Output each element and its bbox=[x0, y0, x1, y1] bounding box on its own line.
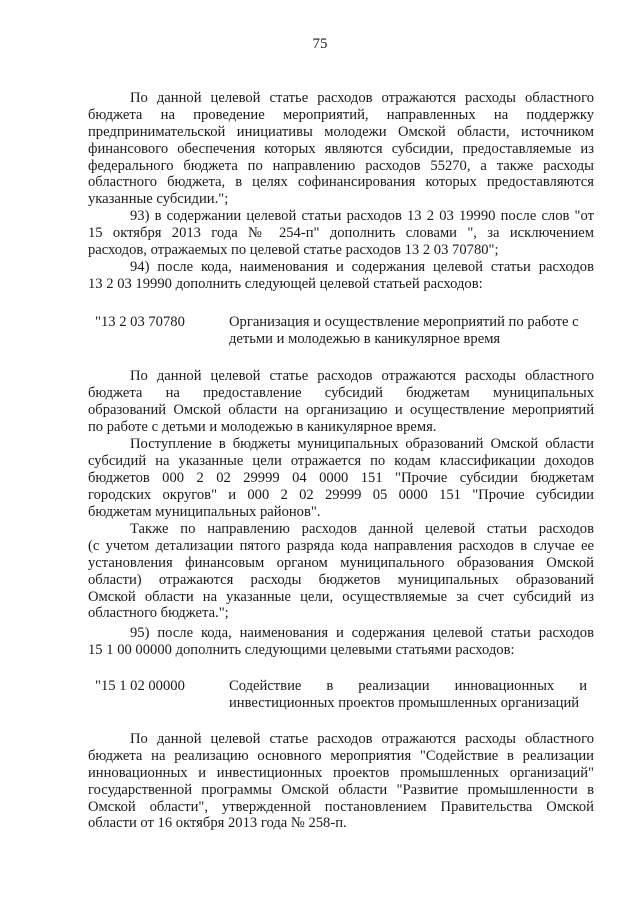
budget-code-description bbox=[229, 678, 595, 712]
text-line: Омской области на указанные цели, осуществляемые за счет субсидий из bbox=[88, 588, 594, 605]
text-line: По данной целевой статье расходов отражаются расходы областного bbox=[130, 90, 594, 106]
text-line: областного бюджета."; bbox=[88, 605, 229, 622]
budget-code: "13 2 03 70780 bbox=[95, 314, 185, 330]
text-line: бюджетов 000 2 02 29999 04 0000 151 "Прочие субсидии бюджетам bbox=[88, 469, 594, 486]
text-line: области от 16 октября 2013 года № 258-п. bbox=[88, 815, 347, 832]
paragraph-item-95 bbox=[88, 625, 594, 659]
text-line: 93) в содержании целевой статьи расходов 13 2 03 19990 после слов "от bbox=[130, 208, 594, 224]
text-line: федерального бюджета по направлению расходов 55270, а также расходы bbox=[88, 157, 594, 174]
text-line: Также по направлению расходов данной целевой статьи расходов bbox=[130, 521, 594, 537]
text-line: образований Омской области на организацию и осуществление мероприятий bbox=[88, 401, 594, 418]
text-line: финансового обеспечения которых являются субсидии, предоставляемые из bbox=[88, 140, 594, 157]
text-line: субсидий на указанные цели отражается по кодам классификации доходов bbox=[88, 452, 594, 469]
budget-code-entry bbox=[95, 314, 595, 350]
text-line: предпринимательской инициативы молодежи Омской области, источником bbox=[88, 123, 594, 140]
text-line: 95) после кода, наименования и содержания целевой статьи расходов bbox=[130, 625, 594, 641]
text-line: установления финансовым органом муниципального образования Омской bbox=[88, 554, 594, 571]
text-line: По данной целевой статье расходов отражаются расходы областного bbox=[130, 368, 594, 384]
budget-code-description bbox=[229, 314, 595, 348]
paragraph-municipal-expenses bbox=[88, 521, 594, 622]
text-line: по работе с детьми и молодежью в каникулярное время. bbox=[88, 418, 437, 435]
paragraph-income-codes bbox=[88, 436, 594, 520]
text-line: бюджета на проведение мероприятий, направленных на поддержку bbox=[88, 106, 594, 123]
text-line: бюджета на реализацию основного мероприятия "Содействие в реализации bbox=[88, 747, 594, 764]
text-line: Омской области", утвержденной постановлением Правительства Омской bbox=[88, 798, 594, 815]
text-line: бюджета на предоставление субсидий бюджетам муниципальных bbox=[88, 384, 594, 401]
budget-code-entry bbox=[95, 678, 595, 714]
text-line: области) отражаются расходы бюджетов муниципальных образований bbox=[88, 571, 594, 588]
budget-code: "15 1 02 00000 bbox=[95, 678, 185, 694]
text-line: детьми и молодежью в каникулярное время bbox=[229, 330, 501, 347]
text-line: Организация и осуществление мероприятий по работе с bbox=[229, 314, 579, 330]
text-line: 15 октября 2013 года № 254-п" дополнить словами ", за исключением bbox=[88, 224, 594, 241]
text-line: Поступление в бюджеты муниципальных образований Омской области bbox=[130, 436, 594, 452]
text-line: указанные субсидии."; bbox=[88, 191, 229, 208]
text-line: (с учетом детализации пятого разряда кода направления расходов в случае ее bbox=[88, 537, 594, 554]
paragraph-subsidies bbox=[88, 368, 594, 436]
text-line: По данной целевой статье расходов отражаются расходы областного bbox=[130, 731, 594, 747]
text-line: инвестиционных проектов промышленных организаций bbox=[229, 694, 580, 711]
paragraph-youth-entrepreneurship bbox=[88, 90, 594, 208]
page-number: 75 bbox=[312, 36, 328, 52]
text-line: 94) после кода, наименования и содержания целевой статьи расходов bbox=[130, 259, 594, 275]
text-line: городских округов" и 000 2 02 29999 05 0000 151 "Прочие субсидии bbox=[88, 486, 594, 503]
text-line: инновационных и инвестиционных проектов промышленных организаций" bbox=[88, 764, 594, 781]
paragraph-industrial-projects bbox=[88, 731, 594, 832]
text-line: расходов, отражаемых по целевой статье расходов 13 2 03 70780"; bbox=[88, 241, 499, 258]
text-line: 13 2 03 19990 дополнить следующей целевой статьей расходов: bbox=[88, 275, 483, 292]
text-line: 15 1 00 00000 дополнить следующими целевыми статьями расходов: bbox=[88, 641, 515, 658]
paragraph-item-93 bbox=[88, 208, 594, 259]
text-line: Содействие в реализации инновационных и bbox=[229, 678, 587, 694]
text-line: государственной программы Омской области "Развитие промышленности в bbox=[88, 781, 594, 798]
text-line: областного бюджета, в целях софинансирования которых предоставляются bbox=[88, 174, 594, 191]
paragraph-item-94 bbox=[88, 259, 594, 293]
text-line: бюджетам муниципальных районов". bbox=[88, 503, 321, 520]
